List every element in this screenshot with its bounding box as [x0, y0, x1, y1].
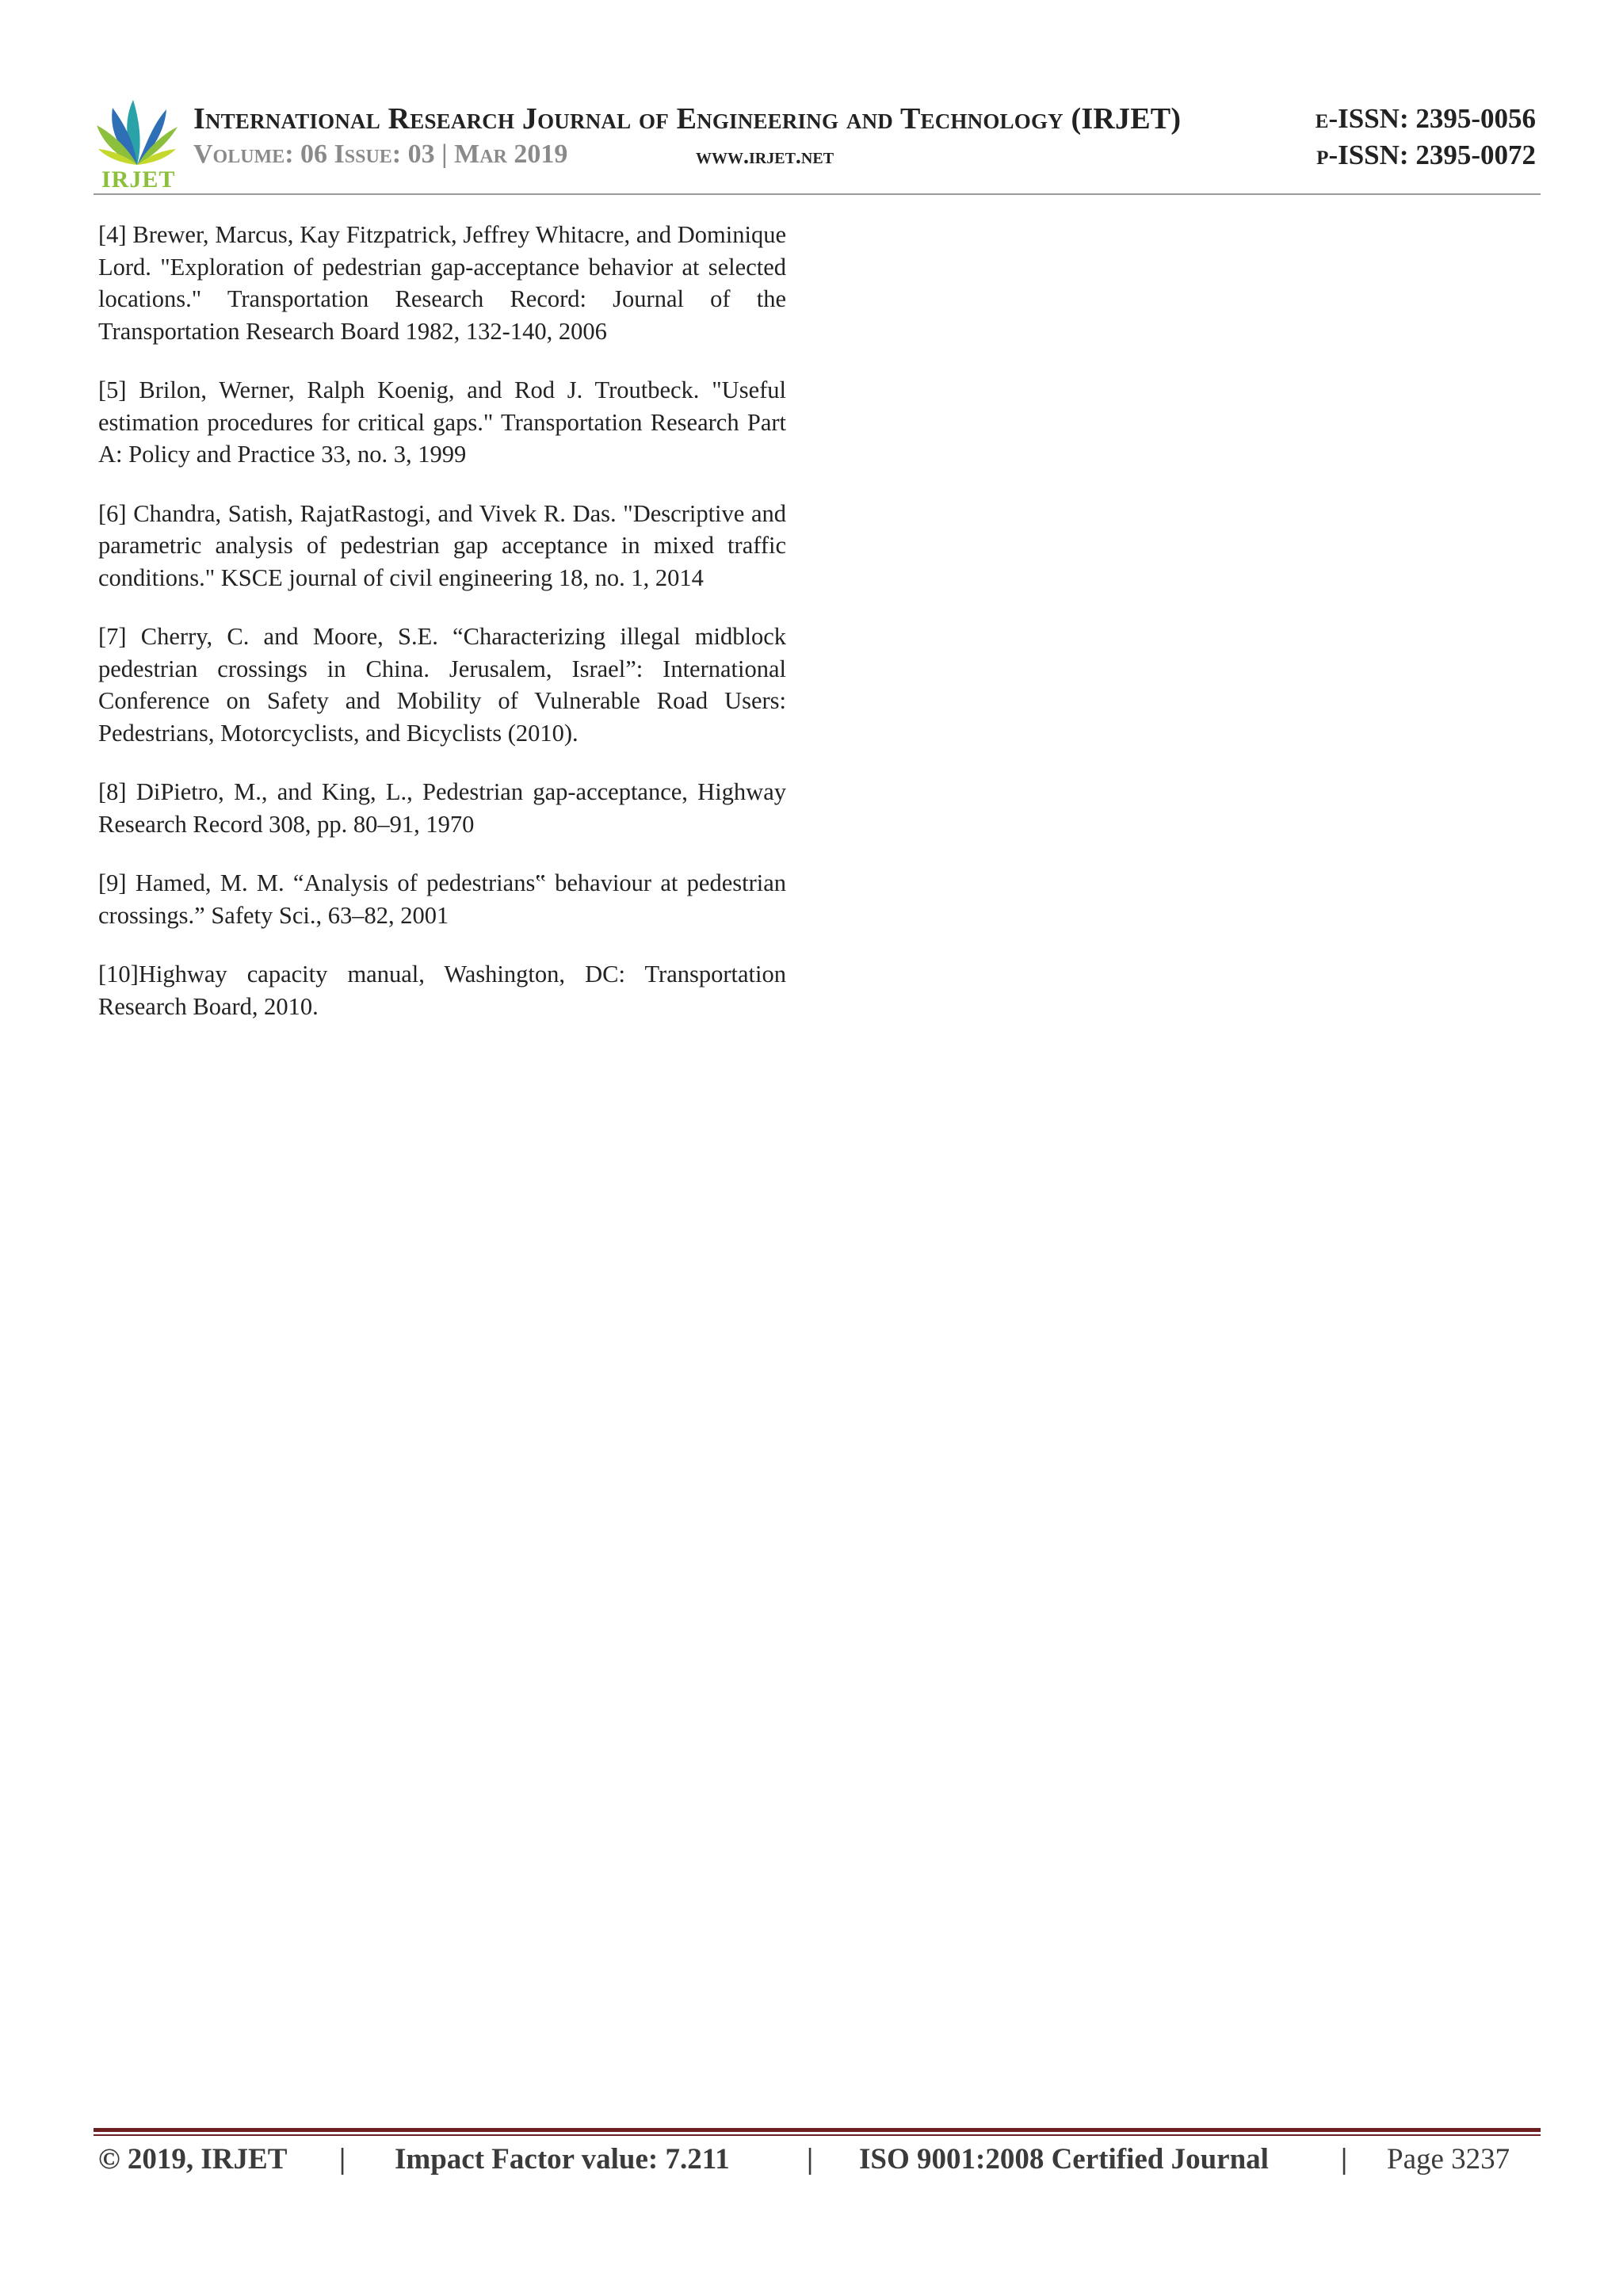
- logo-wordmark: IRJET: [101, 166, 176, 193]
- journal-title-main: International Research Journal of Engineering and Technology: [193, 102, 1064, 136]
- footer-impact-factor: Impact Factor value: 7.211: [395, 2143, 730, 2176]
- reference-item: [5] Brilon, Werner, Ralph Koenig, and Rod J. Troutbeck. "Useful estimation procedures for critical gaps." Transportation Research Part A: Policy and Practice 33, no. 3, 1999: [98, 376, 786, 468]
- footer-separator: |: [1341, 2143, 1348, 2176]
- footer-divider-thick: [94, 2128, 1541, 2132]
- page-footer: [98, 2142, 1525, 2182]
- references-list: [98, 219, 786, 1049]
- reference-item: [10]Highway capacity manual, Washington, DC: Transportation Research Board, 2010.: [98, 961, 786, 1020]
- reference-item: [9] Hamed, M. M. “Analysis of pedestrians‟ behaviour at pedestrian crossings.” Safety Sci., 63–82, 2001: [98, 869, 786, 929]
- reference-item: [8] DiPietro, M., and King, L., Pedestrian gap-acceptance, Highway Research Record 308, pp. 80–91, 1970: [98, 778, 786, 838]
- irjet-logo: [94, 97, 181, 193]
- page-header: [94, 94, 1539, 193]
- footer-separator: |: [807, 2143, 814, 2176]
- pissn: p-ISSN: 2395-0072: [1316, 139, 1536, 170]
- reference-item: [6] Chandra, Satish, RajatRastogi, and Vivek R. Das. "Descriptive and parametric analysis of pedestrian gap acceptance in mixed traffic conditions." KSCE journal of civil engineering 18, no. 1, 2014: [98, 499, 786, 591]
- footer-separator: |: [339, 2143, 346, 2176]
- reference-item: [4] Brewer, Marcus, Kay Fitzpatrick, Jeffrey Whitacre, and Dominique Lord. "Exploration of pedestrian gap-acceptance behavior at selected locations." Transportation Research Record: Journal of the Transportation Research Board 1982, 132-140, 2006: [98, 221, 786, 345]
- footer-iso: ISO 9001:2008 Certified Journal: [859, 2143, 1269, 2176]
- eissn: e-ISSN: 2395-0056: [1315, 103, 1536, 134]
- journal-title: [193, 101, 1181, 136]
- footer-copyright: © 2019, IRJET: [98, 2143, 288, 2176]
- leaf-logo-icon: [94, 97, 181, 170]
- header-divider: [94, 193, 1541, 195]
- footer-page-number: Page 3237: [1387, 2143, 1510, 2176]
- journal-title-abbr: (IRJET): [1071, 102, 1182, 136]
- reference-item: [7] Cherry, C. and Moore, S.E. “Characterizing illegal midblock pedestrian crossings in China. Jerusalem, Israel”: International Conference on Safety and Mobility of Vulnerable Road Users: Pedestrians, Motorcyclists, and Bicyclists (2010).: [98, 623, 786, 747]
- volume-issue: Volume: 06 Issue: 03 | Mar 2019: [193, 139, 568, 169]
- journal-website: www.irjet.net: [696, 144, 834, 169]
- footer-divider-thin: [94, 2134, 1541, 2136]
